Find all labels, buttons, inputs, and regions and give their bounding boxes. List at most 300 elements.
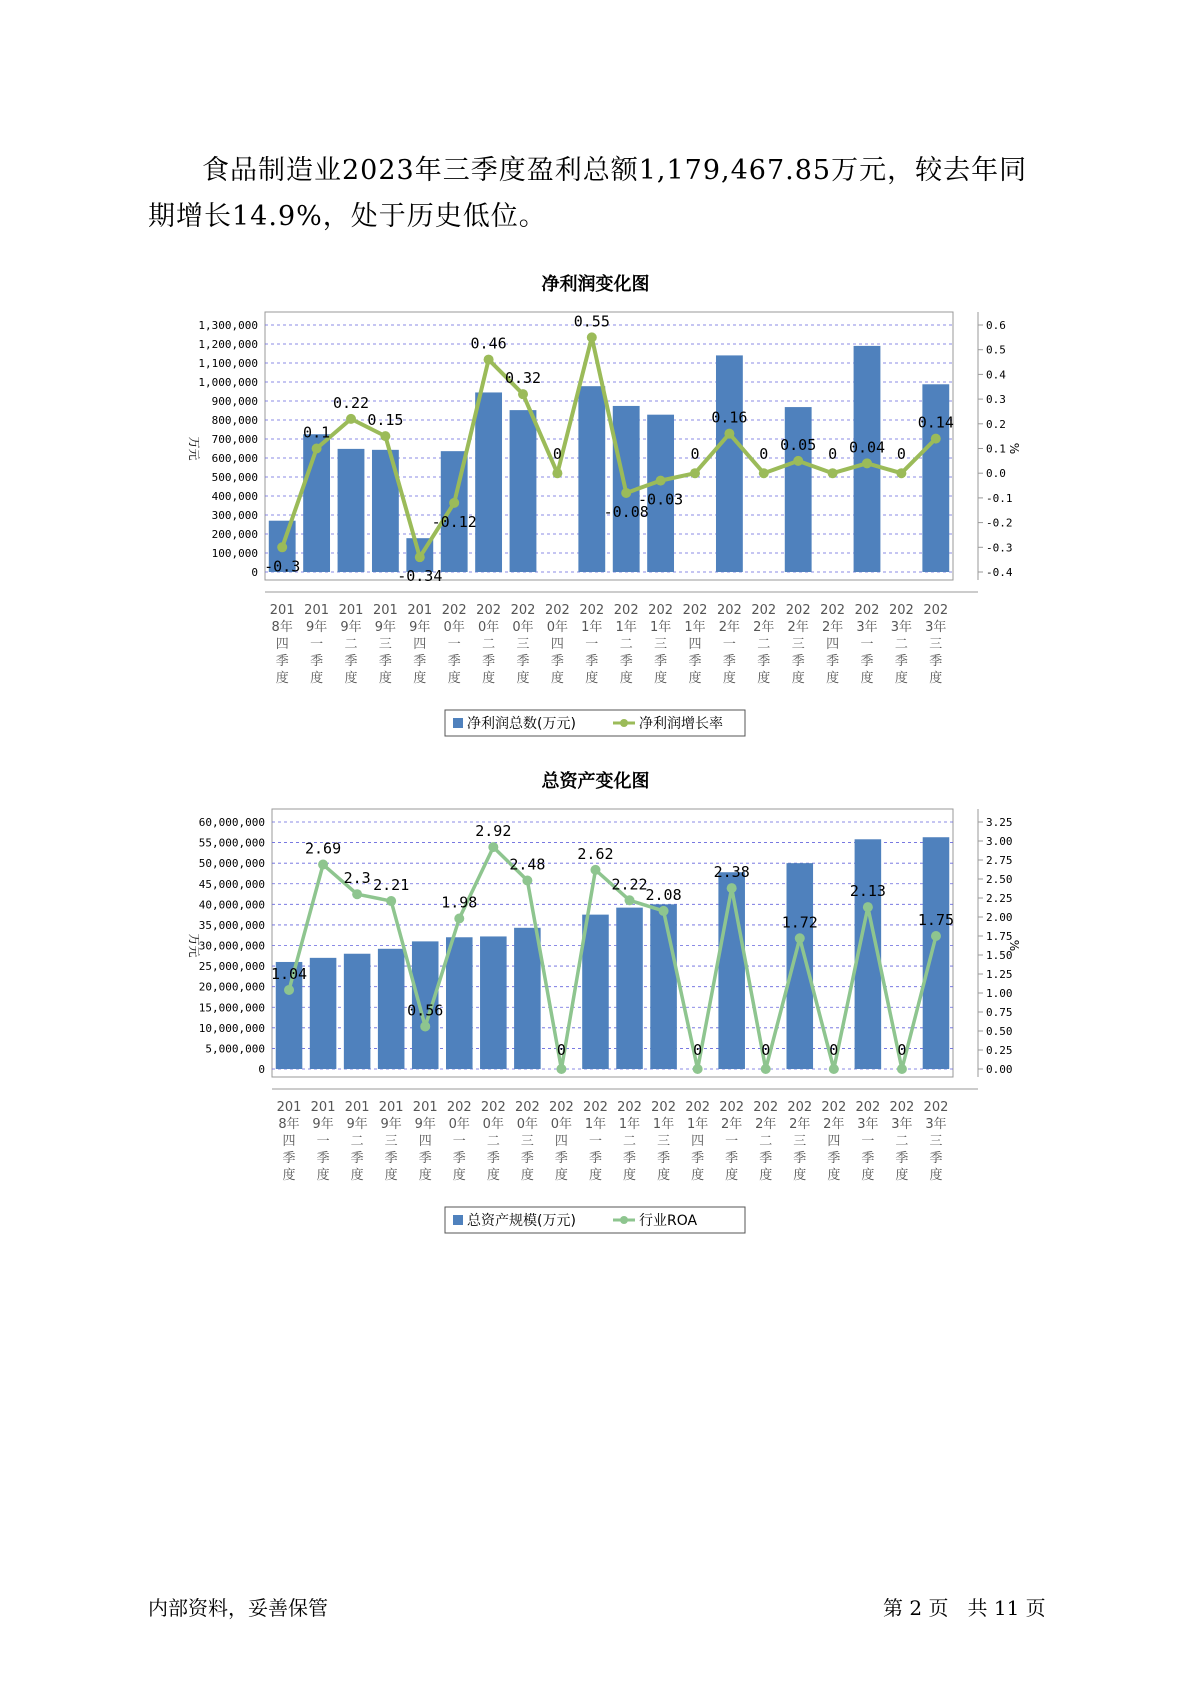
y-tick-label-left: 1,100,000 (198, 357, 258, 370)
x-tick-label: 季 (418, 1151, 432, 1166)
x-tick-label: 四 (554, 1134, 568, 1149)
x-tick-label: 四 (688, 637, 702, 652)
x-tick-label: 3年 (891, 1117, 913, 1132)
footer-page-number: 第 2 页 共 11 页 (883, 1596, 1046, 1620)
bar (514, 928, 541, 1069)
x-tick-label: 度 (588, 1168, 602, 1183)
x-tick-label: 度 (929, 671, 943, 686)
x-tick-label: 202 (617, 1100, 642, 1115)
x-tick-label: 三 (520, 1134, 534, 1149)
x-tick-label: 202 (648, 603, 674, 618)
data-label: 1.98 (441, 893, 478, 912)
line-point (795, 933, 805, 943)
x-tick-label: 0年 (512, 620, 534, 635)
x-tick-label: 3年 (890, 620, 913, 635)
x-tick-label: 201 (412, 1100, 438, 1115)
x-tick-label: 二 (482, 637, 496, 652)
y-axis-title-left: 万元 (187, 933, 201, 958)
x-tick-label: 202 (544, 603, 570, 618)
y-tick-label-right: 3.00 (986, 835, 1013, 848)
x-tick-label: 一 (310, 637, 324, 652)
data-label: 0.1 (303, 423, 331, 442)
x-tick-label: 3年 (925, 620, 947, 635)
y-tick-label-left: 700,000 (211, 433, 258, 446)
y-tick-label-left: 60,000,000 (198, 816, 265, 829)
x-tick-label: 度 (585, 671, 599, 686)
x-tick-label: 9年 (312, 1117, 334, 1132)
line-point (828, 468, 838, 478)
x-tick-label: 季 (588, 1151, 602, 1166)
x-tick-label: 202 (682, 603, 708, 618)
x-tick-label: 一 (452, 1134, 466, 1149)
y-tick-label-left: 20,000,000 (198, 980, 265, 994)
x-tick-label: 9年 (346, 1117, 368, 1132)
x-tick-label: 度 (929, 1168, 943, 1183)
x-tick-label: 201 (310, 1100, 336, 1115)
x-tick-label: 202 (510, 603, 536, 618)
x-tick-label: 二 (619, 637, 633, 652)
y-tick-label-left: 0 (258, 1063, 265, 1076)
x-tick-label: 度 (418, 1168, 432, 1183)
legend-swatch-dot (620, 1216, 628, 1224)
data-label: 0.22 (332, 393, 370, 412)
line-point (862, 458, 872, 468)
x-tick-label: 度 (516, 671, 530, 686)
x-tick-label: 0年 (448, 1117, 470, 1132)
x-tick-label: 202 (549, 1100, 574, 1115)
x-tick-label: 一 (722, 637, 736, 652)
summary-paragraph: 食品制造业2023年三季度盈利总额1,179,467.85万元，较去年同期增长14.9%，处于历史低位。 (148, 155, 1028, 232)
line-point (420, 1021, 430, 1031)
x-tick-label: 3年 (857, 1117, 879, 1132)
y-tick-label-right: 3.25 (986, 816, 1013, 829)
x-tick-label: 201 (304, 603, 330, 618)
x-tick-label: 季 (929, 1151, 943, 1166)
x-tick-label: 一 (447, 637, 461, 652)
x-tick-label: 2年 (755, 1117, 777, 1132)
x-tick-label: 二 (759, 1134, 773, 1149)
x-tick-label: 四 (418, 1134, 432, 1149)
y-tick-label-left: 55,000,000 (198, 836, 265, 850)
data-label: -0.08 (603, 502, 649, 521)
y-tick-label-left: 500,000 (211, 471, 258, 484)
x-tick-label: 2年 (718, 620, 741, 635)
x-tick-label: 季 (623, 1151, 637, 1166)
x-tick-label: 0年 (516, 1117, 539, 1132)
line-point (454, 914, 464, 924)
x-tick-label: 度 (619, 671, 633, 686)
x-tick-label: 202 (476, 603, 502, 618)
x-tick-label: 季 (520, 1151, 534, 1166)
x-tick-label: 202 (514, 1100, 540, 1115)
data-label: 2.38 (713, 863, 750, 882)
x-tick-label: 202 (855, 1100, 881, 1115)
line-point (931, 434, 941, 444)
x-tick-label: 201 (276, 1100, 302, 1115)
x-tick-label: 度 (791, 671, 805, 686)
x-tick-label: 度 (722, 671, 736, 686)
x-tick-label: 度 (759, 1168, 773, 1183)
line-point (522, 876, 532, 886)
x-tick-label: 三 (384, 1134, 398, 1149)
data-label: 0 (556, 1041, 566, 1059)
x-tick-label: 1年 (649, 620, 672, 635)
x-tick-label: 202 (583, 1100, 608, 1115)
line-point (761, 1064, 771, 1074)
x-tick-label: 度 (793, 1168, 807, 1183)
x-tick-label: 202 (923, 603, 949, 618)
data-label: 2.21 (373, 876, 410, 895)
line-point (484, 355, 494, 365)
data-label: 1.75 (917, 911, 955, 929)
data-label: 0.04 (848, 438, 886, 457)
x-tick-label: 9年 (340, 620, 362, 635)
x-tick-label: 2年 (789, 1117, 811, 1132)
x-tick-label: 202 (753, 1100, 779, 1115)
y-tick-label-left: 35,000,000 (198, 918, 265, 932)
x-tick-label: 季 (350, 1151, 364, 1166)
bar (446, 937, 473, 1069)
bar (344, 954, 371, 1069)
data-label: 0 (690, 445, 700, 464)
x-tick-label: 季 (759, 1151, 773, 1166)
x-tick-label: 201 (378, 1100, 404, 1115)
data-label: 2.62 (577, 844, 614, 863)
x-tick-label: 二 (344, 637, 358, 652)
line-point (352, 889, 362, 899)
footer-confidential-note: 内部资料，妥善保管 (148, 1596, 328, 1620)
x-tick-label: 四 (282, 1134, 296, 1149)
chart-title-net-profit: 净利润变化图 (541, 274, 650, 295)
x-tick-label: 202 (854, 603, 880, 618)
line-point (693, 1064, 703, 1074)
x-tick-label: 度 (657, 1168, 671, 1183)
x-tick-label: 一 (588, 1134, 602, 1149)
data-label: -0.03 (638, 490, 684, 509)
x-tick-label: 季 (316, 1151, 330, 1166)
x-tick-label: 度 (623, 1168, 637, 1183)
y-tick-label-right: 0.3 (986, 393, 1006, 407)
line-point (380, 431, 390, 441)
x-tick-label: 二 (623, 1134, 637, 1149)
x-tick-label: 度 (282, 1168, 296, 1183)
x-tick-label: 季 (725, 1151, 739, 1166)
x-tick-label: 二 (757, 637, 771, 652)
x-tick-label: 二 (486, 1134, 500, 1149)
x-tick-label: 季 (413, 654, 427, 669)
line-point (277, 542, 287, 552)
y-tick-label-left: 100,000 (211, 547, 258, 560)
x-tick-label: 季 (894, 654, 908, 669)
x-tick-label: 0年 (477, 620, 500, 635)
legend-swatch-bar (453, 1215, 463, 1225)
y-tick-label-right: 1.00 (986, 987, 1013, 1000)
x-tick-label: 三 (929, 637, 943, 652)
x-tick-label: 202 (751, 603, 777, 618)
line-point (488, 842, 498, 852)
y-tick-label-right: 1.25 (986, 968, 1013, 981)
x-tick-label: 度 (350, 1168, 364, 1183)
x-tick-label: 0年 (550, 1117, 573, 1132)
bar (310, 958, 337, 1069)
x-tick-label: 二 (894, 637, 908, 652)
bar (578, 386, 605, 572)
y-tick-label-right: 0.2 (986, 417, 1006, 431)
x-tick-label: 季 (895, 1151, 909, 1166)
y-tick-label-right: 0.5 (986, 343, 1006, 357)
line-point (318, 860, 328, 870)
x-tick-label: 201 (344, 1100, 370, 1115)
data-label: 0.56 (407, 1001, 444, 1020)
x-tick-label: 度 (452, 1168, 466, 1183)
y-tick-label-left: 45,000,000 (198, 877, 265, 891)
x-tick-label: 度 (688, 671, 702, 686)
x-tick-label: 季 (860, 654, 874, 669)
y-tick-label-left: 25,000,000 (198, 960, 265, 974)
x-tick-label: 0年 (443, 620, 465, 635)
y-tick-label-right: -0.2 (986, 516, 1013, 530)
x-tick-label: 0年 (546, 620, 569, 635)
legend-swatch-bar (453, 718, 463, 728)
x-tick-label: 二 (350, 1134, 364, 1149)
line-point (552, 468, 562, 478)
x-tick-label: 一 (316, 1134, 330, 1149)
x-tick-label: 度 (895, 1168, 909, 1183)
x-tick-label: 202 (820, 603, 846, 618)
data-label: 0.15 (367, 411, 404, 430)
bar (650, 904, 677, 1069)
x-tick-label: 季 (447, 654, 461, 669)
y-tick-label-right: 2.75 (986, 854, 1013, 867)
y-tick-label-left: 900,000 (211, 395, 258, 408)
data-label: 2.69 (305, 839, 342, 858)
y-tick-label-left: 1,200,000 (198, 338, 258, 351)
x-tick-label: 202 (441, 603, 467, 618)
line-point (449, 498, 459, 508)
y-tick-label-left: 15,000,000 (198, 1001, 265, 1015)
x-tick-label: 季 (793, 1151, 807, 1166)
data-label: -0.34 (397, 567, 443, 586)
x-tick-label: 度 (316, 1168, 330, 1183)
y-tick-label-right: -0.4 (986, 566, 1013, 579)
x-tick-label: 度 (554, 1168, 568, 1183)
y-tick-label-right: 2.25 (986, 892, 1013, 905)
x-tick-label: 四 (413, 637, 427, 652)
x-tick-label: 一 (860, 637, 874, 652)
data-label: -0.12 (431, 512, 477, 531)
legend-label-bar: 净利润总数(万元) (467, 716, 576, 732)
x-tick-label: 度 (860, 671, 874, 686)
data-label: 0.32 (504, 369, 542, 388)
x-tick-label: 度 (826, 671, 840, 686)
data-label: 1.04 (270, 964, 308, 983)
data-label: 0.14 (917, 413, 954, 432)
x-tick-label: 度 (486, 1168, 500, 1183)
x-tick-label: 2年 (721, 1117, 743, 1132)
x-tick-label: 2年 (787, 620, 809, 635)
data-label: 0 (693, 1041, 703, 1059)
x-tick-label: 202 (719, 1100, 745, 1115)
x-tick-label: 1年 (652, 1117, 675, 1132)
line-point (625, 895, 635, 905)
x-tick-label: 季 (275, 654, 289, 669)
data-label: 2.92 (475, 822, 512, 841)
bar (510, 410, 537, 572)
x-tick-label: 季 (691, 1151, 705, 1166)
line-point (659, 906, 669, 916)
bar (785, 407, 812, 572)
data-label: 0 (828, 445, 838, 464)
x-tick-label: 度 (447, 671, 461, 686)
y-tick-label-left: 0 (251, 566, 258, 579)
x-tick-label: 季 (482, 654, 496, 669)
y-tick-label-left: 200,000 (211, 528, 258, 541)
line-point (346, 414, 356, 424)
x-tick-label: 三 (791, 637, 805, 652)
data-label: 0.05 (780, 435, 817, 454)
legend-label-line: 净利润增长率 (639, 716, 723, 732)
y-axis-title-right: % (1007, 442, 1021, 455)
x-tick-label: 四 (827, 1134, 841, 1149)
x-tick-label: 201 (372, 603, 398, 618)
line-point (415, 552, 425, 562)
bar (338, 449, 365, 572)
y-axis-title-right: % (1007, 939, 1021, 952)
y-tick-label-right: 1.50 (986, 949, 1013, 962)
x-tick-label: 1年 (618, 1117, 641, 1132)
x-tick-label: 202 (889, 1100, 915, 1115)
x-tick-label: 202 (923, 1100, 949, 1115)
y-tick-label-right: 2.00 (986, 911, 1013, 924)
y-tick-label-left: 600,000 (211, 452, 258, 465)
y-tick-label-right: 0.0 (986, 467, 1006, 481)
x-tick-label: 度 (827, 1168, 841, 1183)
data-label: 0.46 (470, 334, 507, 353)
x-tick-label: 季 (619, 654, 633, 669)
x-tick-label: 9年 (409, 620, 431, 635)
x-tick-label: 度 (378, 671, 392, 686)
x-tick-label: 3年 (925, 1117, 947, 1132)
x-tick-label: 四 (691, 1134, 705, 1149)
x-tick-label: 202 (446, 1100, 472, 1115)
line-point (386, 896, 396, 906)
x-tick-label: 202 (821, 1100, 847, 1115)
data-label: 0 (761, 1041, 771, 1059)
x-tick-label: 201 (338, 603, 364, 618)
x-tick-label: 8年 (278, 1117, 300, 1132)
line-point (556, 1064, 566, 1074)
x-tick-label: 2年 (823, 1117, 845, 1132)
x-tick-label: 三 (929, 1134, 943, 1149)
x-tick-label: 202 (785, 603, 811, 618)
x-tick-label: 3年 (856, 620, 878, 635)
x-tick-label: 三 (378, 637, 392, 652)
bar (475, 392, 502, 572)
y-tick-label-left: 800,000 (211, 414, 258, 427)
x-tick-label: 1年 (684, 620, 706, 635)
x-tick-label: 度 (275, 671, 289, 686)
total-assets-chart (0, 797, 1191, 1229)
x-tick-label: 度 (482, 671, 496, 686)
x-tick-label: 8年 (271, 620, 293, 635)
x-tick-label: 9年 (374, 620, 397, 635)
y-tick-label-right: 0.75 (986, 1006, 1013, 1019)
x-tick-label: 度 (861, 1168, 875, 1183)
x-tick-label: 202 (716, 603, 742, 618)
x-tick-label: 1年 (686, 1117, 709, 1132)
data-label: 0 (759, 445, 769, 464)
x-tick-label: 季 (791, 654, 805, 669)
x-tick-label: 季 (344, 654, 358, 669)
x-tick-label: 季 (282, 1151, 296, 1166)
x-tick-label: 2年 (821, 620, 844, 635)
x-tick-label: 季 (827, 1151, 841, 1166)
x-tick-label: 度 (550, 671, 564, 686)
x-tick-label: 季 (657, 1151, 671, 1166)
line-point (897, 1064, 907, 1074)
x-tick-label: 四 (275, 637, 289, 652)
line-point (793, 456, 803, 466)
line-point (587, 332, 597, 342)
y-tick-label-left: 1,300,000 (198, 319, 258, 332)
bar (616, 908, 643, 1069)
x-tick-label: 季 (310, 654, 324, 669)
line-point (829, 1064, 839, 1074)
data-label: 2.48 (509, 855, 546, 874)
x-tick-label: 度 (691, 1168, 705, 1183)
x-tick-label: 202 (651, 1100, 676, 1115)
x-tick-label: 季 (929, 654, 943, 669)
x-tick-label: 季 (826, 654, 840, 669)
y-tick-label-right: 0.00 (986, 1063, 1013, 1076)
data-label: 0.16 (711, 408, 748, 427)
y-tick-label-right: 0.1 (986, 442, 1006, 456)
line-point (690, 468, 700, 478)
data-label: 0.55 (573, 312, 610, 331)
x-tick-label: 度 (384, 1168, 398, 1183)
x-tick-label: 度 (725, 1168, 739, 1183)
data-label: 2.13 (849, 882, 886, 901)
x-tick-label: 度 (654, 671, 668, 686)
x-tick-label: 一 (861, 1134, 875, 1149)
line-point (621, 488, 631, 498)
data-label: -0.3 (264, 557, 301, 576)
y-tick-label-left: 5,000,000 (205, 1042, 265, 1056)
x-tick-label: 季 (688, 654, 702, 669)
legend-swatch-dot (620, 719, 628, 727)
x-tick-label: 1年 (581, 620, 603, 635)
bar (480, 936, 507, 1069)
y-tick-label-right: 1.75 (986, 930, 1013, 943)
line-point (727, 883, 737, 893)
line-point (656, 476, 666, 486)
x-tick-label: 1年 (615, 620, 637, 635)
x-tick-label: 0年 (482, 1117, 504, 1132)
x-tick-label: 201 (407, 603, 433, 618)
x-tick-label: 202 (685, 1100, 711, 1115)
y-tick-label-left: 10,000,000 (198, 1021, 265, 1035)
x-tick-label: 一 (725, 1134, 739, 1149)
x-tick-label: 202 (579, 603, 605, 618)
x-tick-label: 9年 (414, 1117, 436, 1132)
x-tick-label: 1年 (584, 1117, 607, 1132)
y-tick-label-right: 0.4 (986, 368, 1006, 382)
x-tick-label: 四 (550, 637, 564, 652)
y-tick-label-right: 0.50 (986, 1025, 1013, 1038)
y-tick-label-right: 2.50 (986, 873, 1013, 886)
bar (718, 872, 745, 1069)
x-tick-label: 9年 (305, 620, 328, 635)
